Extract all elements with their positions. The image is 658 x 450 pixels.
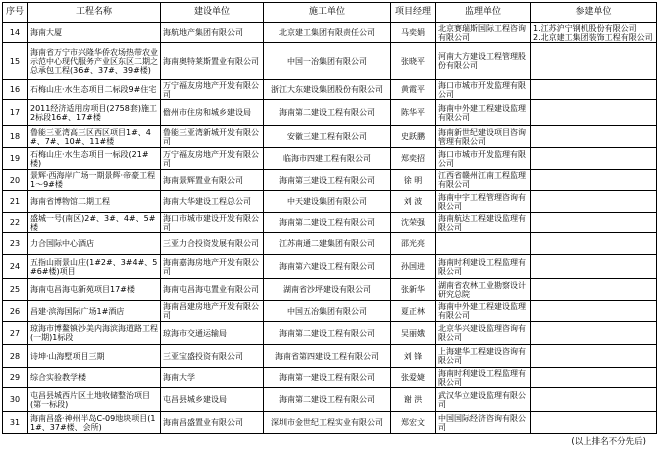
cell-contractor-text: 海南省第四建设工程有限公司 bbox=[275, 351, 379, 361]
cell-builder bbox=[161, 43, 264, 80]
cell-no-text: 24 bbox=[9, 262, 21, 271]
cell-project-manager bbox=[391, 23, 436, 43]
cell-project-manager bbox=[391, 148, 436, 170]
table-row bbox=[3, 80, 657, 100]
cell-supervisor bbox=[436, 368, 531, 388]
cell-contractor bbox=[264, 233, 391, 255]
table-row bbox=[3, 191, 657, 213]
cell-no bbox=[3, 368, 28, 388]
table-row bbox=[3, 23, 657, 43]
table-row bbox=[3, 322, 657, 345]
cell-no-text: 22 bbox=[9, 218, 21, 227]
cell-project-name-text: 盛城一号(南区)2#、3#、4#、5#楼 bbox=[30, 213, 156, 232]
cell-contractor-text: 江苏南通二建集团有限公司 bbox=[279, 239, 375, 248]
cell-project-manager-text: 吴丽娥 bbox=[401, 328, 425, 338]
cell-project-name-text: 2011经济适用房项目(2758套)施工2标段16#、17#楼 bbox=[30, 103, 157, 122]
cell-contractor-text: 中国五冶集团有限公司 bbox=[287, 306, 367, 316]
cell-contractor-text: 海南第三建设工程有限公司 bbox=[279, 175, 375, 185]
cell-contractor bbox=[264, 322, 391, 345]
cell-builder bbox=[161, 170, 264, 191]
cell-project-name-text: 石梅山庄·水生态项目二标段9#住宅 bbox=[30, 85, 157, 94]
cell-project-name-text: 五指山雨景山庄(1#2#、3#4#、5#6#楼)项目 bbox=[30, 257, 158, 276]
cell-no bbox=[3, 191, 28, 213]
cell-project-manager-text: 陈华平 bbox=[401, 108, 425, 117]
cell-no-text: 14 bbox=[9, 28, 21, 37]
cell-builder bbox=[161, 23, 264, 43]
cell-supervisor-text: 海南新世纪建设项目咨询管理有限公司 bbox=[438, 127, 526, 146]
table-row bbox=[3, 412, 657, 434]
cell-builder bbox=[161, 322, 264, 345]
table-row bbox=[3, 170, 657, 191]
header-participants: 参建单位 bbox=[531, 3, 657, 23]
header-contractor: 施工单位 bbox=[264, 3, 391, 23]
table-body bbox=[3, 23, 657, 434]
cell-builder-text: 海南屯昌海屯置业有限公司 bbox=[163, 285, 259, 294]
cell-no bbox=[3, 388, 28, 412]
cell-contractor bbox=[264, 126, 391, 148]
cell-builder-text: 三亚宝盛投资有限公司 bbox=[163, 351, 243, 361]
cell-project-name bbox=[28, 213, 161, 233]
cell-contractor bbox=[264, 80, 391, 100]
cell-participants bbox=[531, 23, 657, 43]
cell-project-manager bbox=[391, 255, 436, 279]
cell-no bbox=[3, 412, 28, 434]
cell-supervisor-text: 海南时利建设工程监理有限公司 bbox=[438, 257, 526, 276]
cell-builder-text: 海南奥特莱斯置业有限公司 bbox=[163, 56, 259, 66]
cell-participants bbox=[531, 322, 657, 345]
cell-builder-text: 海南大学 bbox=[163, 373, 195, 382]
cell-builder-text: 万宁福友房地产开发有限公司 bbox=[163, 149, 259, 168]
cell-project-manager-text: 邵光亮 bbox=[401, 239, 425, 248]
cell-no-text: 18 bbox=[9, 132, 21, 141]
cell-project-name bbox=[28, 368, 161, 388]
cell-no bbox=[3, 126, 28, 148]
cell-no bbox=[3, 255, 28, 279]
cell-contractor-text: 临海市四建工程有限公司 bbox=[283, 154, 371, 163]
cell-project-manager bbox=[391, 301, 436, 322]
cell-project-name bbox=[28, 191, 161, 213]
cell-participants bbox=[531, 255, 657, 279]
cell-no bbox=[3, 279, 28, 301]
table-row bbox=[3, 279, 657, 301]
cell-builder-text: 儋州市住房和城乡建设局 bbox=[163, 108, 251, 117]
cell-contractor-text: 海南第二建设工程有限公司 bbox=[279, 108, 375, 117]
cell-no-text: 19 bbox=[9, 154, 21, 163]
cell-supervisor-text: 北京华兴建设监理咨询有限公司 bbox=[438, 324, 526, 342]
cell-builder bbox=[161, 126, 264, 148]
cell-project-manager-text: 马奕娟 bbox=[401, 28, 425, 37]
cell-project-name bbox=[28, 43, 161, 80]
cell-supervisor-text: 海南中宇工程管理咨询有限公司 bbox=[438, 192, 526, 211]
cell-no-text: 31 bbox=[9, 418, 21, 427]
cell-project-name bbox=[28, 233, 161, 255]
cell-builder-text: 海南大华建设工程总公司 bbox=[163, 197, 251, 206]
cell-supervisor bbox=[436, 23, 531, 43]
cell-project-manager-text: 张晓平 bbox=[401, 56, 425, 66]
cell-no-text: 29 bbox=[9, 373, 21, 382]
cell-no-text: 15 bbox=[9, 56, 21, 66]
cell-builder-text: 海航地产集团有限公司 bbox=[163, 28, 243, 37]
cell-supervisor-text: 中国国际经济咨询有限公司 bbox=[438, 413, 526, 432]
cell-supervisor-text: 湖南省农林工业勘察设计研究总院 bbox=[438, 280, 526, 299]
cell-project-name-text: 诗坤·山海墅项目三期 bbox=[30, 351, 105, 361]
cell-project-manager bbox=[391, 368, 436, 388]
cell-participants bbox=[531, 170, 657, 191]
cell-project-manager-text: 郑奕招 bbox=[401, 154, 425, 163]
cell-project-name-text: 海南省博物馆二期工程 bbox=[30, 197, 110, 206]
cell-project-manager bbox=[391, 322, 436, 345]
cell-contractor bbox=[264, 191, 391, 213]
cell-builder bbox=[161, 279, 264, 301]
header-no: 序号 bbox=[3, 3, 28, 23]
cell-participants bbox=[531, 126, 657, 148]
header-row bbox=[3, 3, 657, 23]
cell-builder bbox=[161, 213, 264, 233]
cell-supervisor-text: 北京赛瑞斯国际工程咨询有限公司 bbox=[438, 23, 526, 42]
project-table bbox=[2, 2, 657, 434]
cell-no-text: 30 bbox=[9, 395, 21, 404]
cell-project-manager-text: 谢 洪 bbox=[403, 395, 423, 404]
cell-project-name bbox=[28, 345, 161, 368]
table-row bbox=[3, 255, 657, 279]
cell-project-manager-text: 张新华 bbox=[401, 285, 425, 294]
cell-contractor bbox=[264, 23, 391, 43]
cell-supervisor-text: 海南航达工程建设监理有限公司 bbox=[438, 213, 526, 232]
cell-project-name bbox=[28, 23, 161, 43]
cell-supervisor-text: 河南大方建设工程管理股份有限公司 bbox=[438, 52, 526, 70]
cell-project-manager-text: 黄霞平 bbox=[401, 85, 425, 94]
cell-project-name-text: 海南大厦 bbox=[30, 28, 62, 37]
cell-contractor-text: 海南第六建设工程有限公司 bbox=[279, 262, 375, 271]
table-row bbox=[3, 148, 657, 170]
cell-no bbox=[3, 345, 28, 368]
cell-project-manager-text: 郑宏文 bbox=[401, 418, 425, 427]
cell-builder bbox=[161, 412, 264, 434]
table-row bbox=[3, 233, 657, 255]
cell-project-name bbox=[28, 100, 161, 126]
cell-project-manager-text: 史跃鹏 bbox=[401, 132, 425, 141]
cell-project-manager-text: 张爱婕 bbox=[401, 373, 425, 382]
cell-no-text: 20 bbox=[9, 175, 21, 185]
cell-supervisor-text: 海口市城市开发监理有限公司 bbox=[438, 80, 526, 99]
cell-project-name-text: 石梅山庄·水生态项目一标段(21#楼) bbox=[30, 149, 149, 168]
header-supervisor: 监理单位 bbox=[436, 3, 531, 23]
cell-supervisor bbox=[436, 412, 531, 434]
cell-participants bbox=[531, 100, 657, 126]
cell-contractor bbox=[264, 412, 391, 434]
cell-project-manager bbox=[391, 126, 436, 148]
cell-supervisor-text: 上海建华工程建设咨询有限公司 bbox=[438, 347, 526, 365]
cell-supervisor bbox=[436, 388, 531, 412]
cell-builder bbox=[161, 191, 264, 213]
cell-project-name-text: 力合国际中心酒店 bbox=[30, 239, 94, 248]
participant-line: 2.北京建工集团装饰工程有限公司 bbox=[533, 32, 653, 42]
table-row bbox=[3, 213, 657, 233]
cell-project-name bbox=[28, 80, 161, 100]
footer-note: (以上排名不分先后) bbox=[571, 437, 646, 447]
cell-supervisor bbox=[436, 100, 531, 126]
cell-participants bbox=[531, 279, 657, 301]
cell-contractor-text: 中国一冶集团有限公司 bbox=[287, 56, 367, 66]
cell-supervisor-text: 江西省赣州江南工程监理有限公司 bbox=[438, 171, 526, 189]
cell-contractor bbox=[264, 301, 391, 322]
cell-contractor-text: 海南第二建设工程有限公司 bbox=[279, 395, 375, 404]
cell-project-name bbox=[28, 322, 161, 345]
cell-participants bbox=[531, 148, 657, 170]
cell-builder bbox=[161, 368, 264, 388]
cell-builder-text: 海口市城市建设开发有限公司 bbox=[163, 213, 259, 232]
cell-supervisor-text: 海南中外建工程建设监理有限公司 bbox=[438, 103, 526, 122]
cell-supervisor bbox=[436, 322, 531, 345]
cell-builder bbox=[161, 301, 264, 322]
cell-contractor-text: 海南第二建设工程有限公司 bbox=[279, 218, 375, 227]
cell-project-name-text: 海南屯昌海屯新苑项目17#楼 bbox=[30, 285, 135, 294]
cell-participants bbox=[531, 191, 657, 213]
cell-project-name-text: 海南省万宁市兴隆华侨农场热带农业示范中心现代服务产业区东区二期之总承包工程(36#、37#、39#楼) bbox=[30, 47, 158, 75]
cell-no bbox=[3, 233, 28, 255]
cell-project-name-text: 综合实验教学楼 bbox=[30, 373, 86, 382]
cell-project-manager bbox=[391, 233, 436, 255]
cell-supervisor bbox=[436, 345, 531, 368]
cell-project-manager-text: 刘 锋 bbox=[403, 351, 423, 361]
cell-contractor bbox=[264, 170, 391, 191]
cell-builder bbox=[161, 233, 264, 255]
cell-builder bbox=[161, 345, 264, 368]
cell-no-text: 26 bbox=[9, 306, 21, 316]
cell-participants bbox=[531, 80, 657, 100]
cell-contractor-text: 中天建设集团有限公司 bbox=[287, 197, 367, 206]
cell-no bbox=[3, 23, 28, 43]
cell-project-manager-text: 夏正林 bbox=[401, 306, 425, 316]
cell-contractor-text: 海南第二建设工程有限公司 bbox=[279, 328, 375, 338]
table-row bbox=[3, 100, 657, 126]
cell-project-manager bbox=[391, 345, 436, 368]
cell-no bbox=[3, 322, 28, 345]
header-project-name: 工程名称 bbox=[28, 3, 161, 23]
cell-builder bbox=[161, 388, 264, 412]
cell-builder-text: 海南昌建房地产开发有限公司 bbox=[163, 302, 259, 320]
cell-project-name-text: 屯昌县城西片区土地收储整治项目(第一标段) bbox=[30, 390, 150, 409]
cell-project-manager bbox=[391, 388, 436, 412]
cell-no bbox=[3, 213, 28, 233]
cell-project-name-text: 景辉·西海岸广场一期景辉·帝豪工程1～9#楼 bbox=[30, 171, 156, 189]
cell-contractor-text: 湖南省沙坪建设有限公司 bbox=[283, 285, 371, 294]
cell-participants bbox=[531, 368, 657, 388]
cell-project-manager bbox=[391, 191, 436, 213]
cell-supervisor bbox=[436, 213, 531, 233]
cell-project-name bbox=[28, 412, 161, 434]
cell-builder bbox=[161, 80, 264, 100]
cell-no bbox=[3, 170, 28, 191]
table-row bbox=[3, 301, 657, 322]
cell-builder bbox=[161, 100, 264, 126]
cell-no bbox=[3, 148, 28, 170]
cell-contractor bbox=[264, 43, 391, 80]
cell-participants bbox=[531, 345, 657, 368]
participant-line: 1.江苏沪宁钢机股份有限公司 bbox=[533, 23, 637, 33]
cell-contractor bbox=[264, 100, 391, 126]
cell-supervisor bbox=[436, 301, 531, 322]
cell-contractor-text: 浙江大东建设集团股份有限公司 bbox=[271, 85, 383, 94]
table-row bbox=[3, 368, 657, 388]
cell-project-name-text: 昌建·滨海国际广场1#酒店 bbox=[30, 306, 125, 316]
cell-project-name bbox=[28, 388, 161, 412]
cell-supervisor bbox=[436, 279, 531, 301]
cell-supervisor bbox=[436, 255, 531, 279]
cell-project-name bbox=[28, 301, 161, 322]
cell-supervisor bbox=[436, 43, 531, 80]
table-row bbox=[3, 345, 657, 368]
cell-supervisor bbox=[436, 191, 531, 213]
cell-project-manager bbox=[391, 80, 436, 100]
cell-supervisor bbox=[436, 170, 531, 191]
cell-supervisor-text: 海口市城市开发监理有限公司 bbox=[438, 149, 526, 168]
cell-supervisor-text: 海南时利建设工程监理有限公司 bbox=[438, 368, 526, 387]
cell-builder bbox=[161, 148, 264, 170]
cell-project-manager-text: 徐 明 bbox=[403, 175, 423, 185]
cell-supervisor bbox=[436, 80, 531, 100]
cell-no-text: 25 bbox=[9, 285, 21, 294]
cell-no bbox=[3, 100, 28, 126]
cell-project-name-text: 琼海市博鳌镇沙美内海滨海道路工程(一期)1标段 bbox=[30, 324, 158, 342]
cell-project-manager bbox=[391, 43, 436, 80]
cell-participants bbox=[531, 43, 657, 80]
cell-project-name bbox=[28, 279, 161, 301]
table-row bbox=[3, 388, 657, 412]
header-project-manager: 项目经理 bbox=[391, 3, 436, 23]
cell-supervisor bbox=[436, 126, 531, 148]
cell-project-name-text: 鲁能三亚湾高三区西区项目1#、4#、7#、10#、11#楼 bbox=[30, 127, 151, 146]
cell-contractor-text: 深圳市金世纪工程实业有限公司 bbox=[271, 418, 383, 427]
cell-builder-text: 鲁能三亚湾新城开发有限公司 bbox=[163, 127, 259, 146]
cell-contractor-text: 海南第一建设工程有限公司 bbox=[279, 373, 375, 382]
cell-project-name-text: 海南昌盛·神州半岛C-09地块项目(11#、37#楼、会所) bbox=[30, 413, 156, 432]
cell-participants bbox=[531, 213, 657, 233]
cell-project-manager-text: 孙国进 bbox=[401, 262, 425, 271]
cell-builder-text: 三亚力合投资发展有限公司 bbox=[163, 239, 259, 248]
cell-supervisor-text: 海南中外建工程建设监理有限公司 bbox=[438, 302, 526, 320]
cell-project-manager-text: 沈荣强 bbox=[401, 218, 425, 227]
table-row bbox=[3, 126, 657, 148]
cell-participants bbox=[531, 233, 657, 255]
cell-contractor bbox=[264, 345, 391, 368]
cell-contractor-text: 安徽三建工程有限公司 bbox=[287, 132, 367, 141]
cell-participants bbox=[531, 388, 657, 412]
cell-project-name bbox=[28, 148, 161, 170]
cell-project-manager-text: 刘 波 bbox=[403, 197, 423, 206]
cell-contractor bbox=[264, 213, 391, 233]
cell-builder-text: 海南嘉海房地产开发有限公司 bbox=[163, 257, 259, 276]
cell-project-manager bbox=[391, 213, 436, 233]
cell-contractor bbox=[264, 368, 391, 388]
cell-contractor bbox=[264, 279, 391, 301]
cell-project-name bbox=[28, 255, 161, 279]
cell-no-text: 21 bbox=[9, 197, 21, 206]
cell-builder-text: 海南昌盛置业有限公司 bbox=[163, 418, 243, 427]
cell-project-manager bbox=[391, 170, 436, 191]
cell-builder bbox=[161, 255, 264, 279]
cell-no-text: 27 bbox=[9, 328, 21, 338]
cell-contractor bbox=[264, 255, 391, 279]
cell-no-text: 16 bbox=[9, 85, 21, 94]
cell-participants bbox=[531, 301, 657, 322]
cell-supervisor-text: 武汉华立建设监理有限公司 bbox=[438, 390, 526, 409]
cell-project-name bbox=[28, 170, 161, 191]
cell-contractor bbox=[264, 388, 391, 412]
cell-participants-text bbox=[533, 24, 654, 42]
cell-participants bbox=[531, 412, 657, 434]
cell-no bbox=[3, 80, 28, 100]
cell-contractor-text: 北京建工集团有限责任公司 bbox=[279, 28, 375, 37]
cell-project-manager bbox=[391, 100, 436, 126]
cell-contractor bbox=[264, 148, 391, 170]
cell-builder-text: 琼海市交通运输局 bbox=[163, 328, 227, 338]
cell-no-text: 23 bbox=[9, 239, 21, 248]
cell-supervisor bbox=[436, 233, 531, 255]
cell-builder-text: 万宁福友房地产开发有限公司 bbox=[163, 80, 259, 99]
cell-no bbox=[3, 301, 28, 322]
header-builder: 建设单位 bbox=[161, 3, 264, 23]
cell-project-name bbox=[28, 126, 161, 148]
cell-no-text: 28 bbox=[9, 351, 21, 361]
cell-builder-text: 海南景辉置业有限公司 bbox=[163, 175, 243, 185]
cell-supervisor bbox=[436, 148, 531, 170]
cell-no-text: 17 bbox=[9, 108, 21, 117]
cell-project-manager bbox=[391, 279, 436, 301]
cell-project-manager bbox=[391, 412, 436, 434]
table-row bbox=[3, 43, 657, 80]
cell-builder-text: 屯昌县城乡建设局 bbox=[163, 395, 227, 404]
cell-no bbox=[3, 43, 28, 80]
